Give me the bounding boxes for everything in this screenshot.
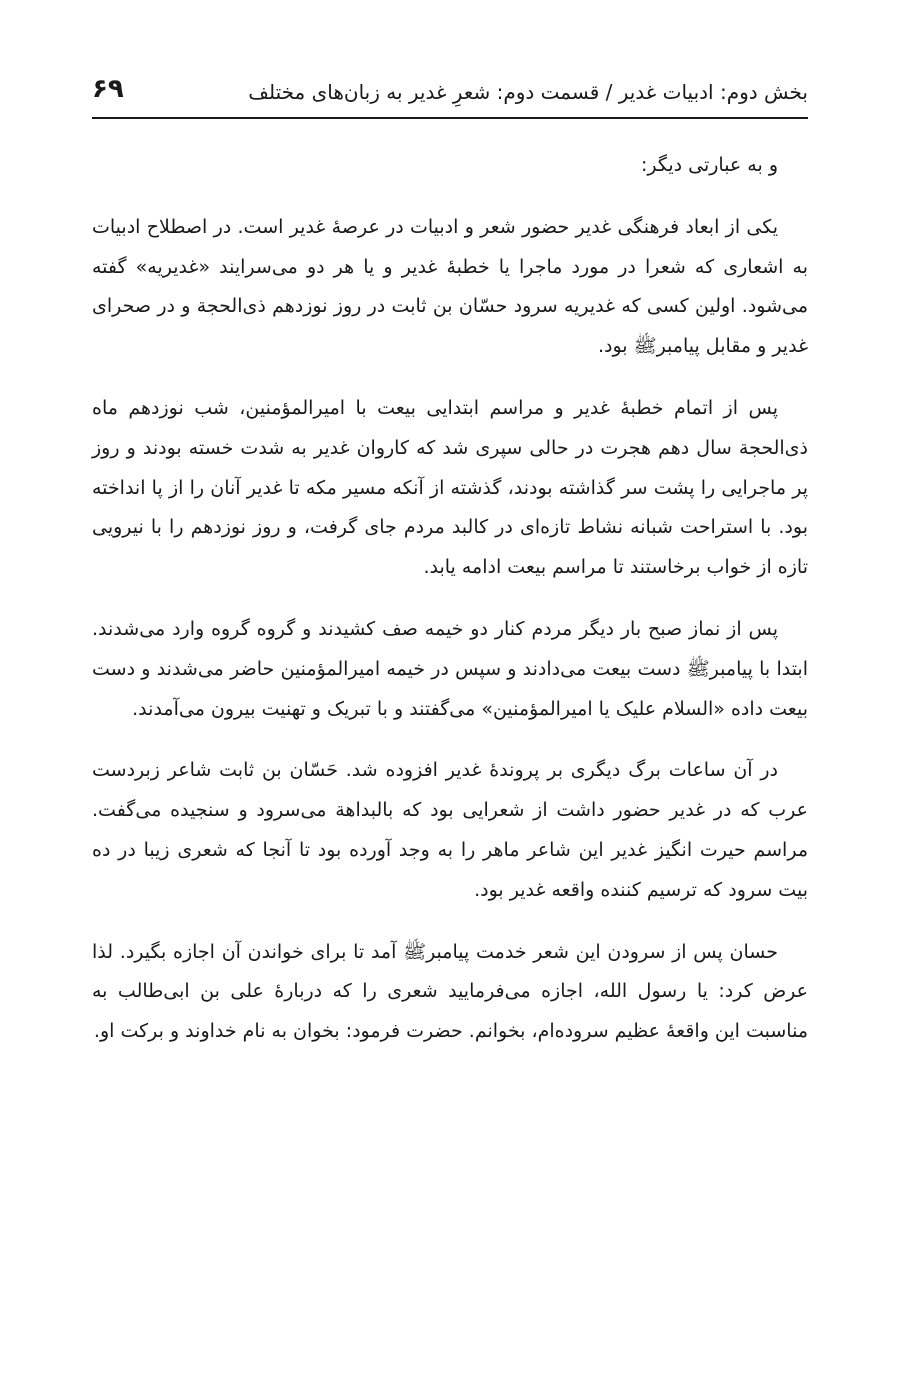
paragraph: پس از اتمام خطبهٔ غدیر و مراسم ابتدایی بیعت با امیرالمؤمنین، شب نوزدهم ماه ذی‌الحجة سال دهم هجرت در حالی سپری شد که کاروان غدیر به شدت خسته بودند و روز پر ماجرایی را پشت سر گذاشته بودند، گذشته از آنکه مسیر مکه تا غدیر آنان را از پا انداخته بود. با استراحت شبانه نشاط تازه‌ای در کالبد مردم جای گرفت، و روز نوزدهم را با نیرویی تازه از خواب برخاستند تا مراسم بیعت ادامه یابد. [92, 396, 808, 579]
intro-line: و به عبارتی دیگر: [640, 154, 778, 176]
running-head: بخش دوم: ادبیات غدیر / قسمت دوم: شعرِ غدیر به زبان‌های مختلف [248, 80, 808, 104]
document-page [92, 0, 808, 1390]
paragraph: یکی از ابعاد فرهنگی غدیر حضور شعر و ادبیات در عرصهٔ غدیر است. در اصطلاح ادبیات به اشعاری که شعرا در مورد ماجرا یا خطبهٔ غدیر و یا هر دو می‌سرایند «غدیریه» گفته می‌شود. اولین کسی که غدیریه سرود حسّان بن ثابت در روز نوزدهم ذی‌الحجة و در صحرای غدیر و مقابل پیامبرﷺ بود. [92, 215, 808, 358]
header-rule [92, 117, 808, 119]
body-text [92, 146, 808, 1074]
paragraph: حسان پس از سرودن این شعر خدمت پیامبرﷺ آمد تا برای خواندن آن اجازه بگیرد. لذا عرض کرد: یا رسول الله، اجازه می‌فرمایید شعری را که دربارهٔ علی بن ابی‌طالب به مناسبت این واقعهٔ عظیم سروده‌ام، بخوانم. حضرت فرمود: بخوان به نام خداوند و برکت او. [92, 940, 808, 1043]
paragraph: پس از نماز صبح بار دیگر مردم کنار دو خیمه صف کشیدند و گروه گروه وارد می‌شدند. ابتدا با پیامبرﷺ دست بیعت می‌دادند و سپس در خیمه امیرالمؤمنین حاضر می‌شدند و دست بیعت داده «السلام علیک یا امیرالمؤمنین» می‌گفتند و با تبریک و تهنیت بیرون می‌آمدند. [92, 617, 808, 720]
paragraph: در آن ساعات برگ دیگری بر پروندهٔ غدیر افزوده شد. حَسّان بن ثابت شاعر زبردست عرب که در غدیر حضور داشت از شعرایی بود که بالبداهة می‌سرود و سنجیده می‌گفت. مراسم حیرت انگیز غدیر این شاعر ماهر را به وجد آورده بود تا آنجا که شعری زیبا در ده بیت سرود که ترسیم کننده واقعه غدیر بود. [92, 759, 808, 901]
page-number: ۶۹ [92, 74, 124, 104]
page-header [92, 70, 808, 116]
